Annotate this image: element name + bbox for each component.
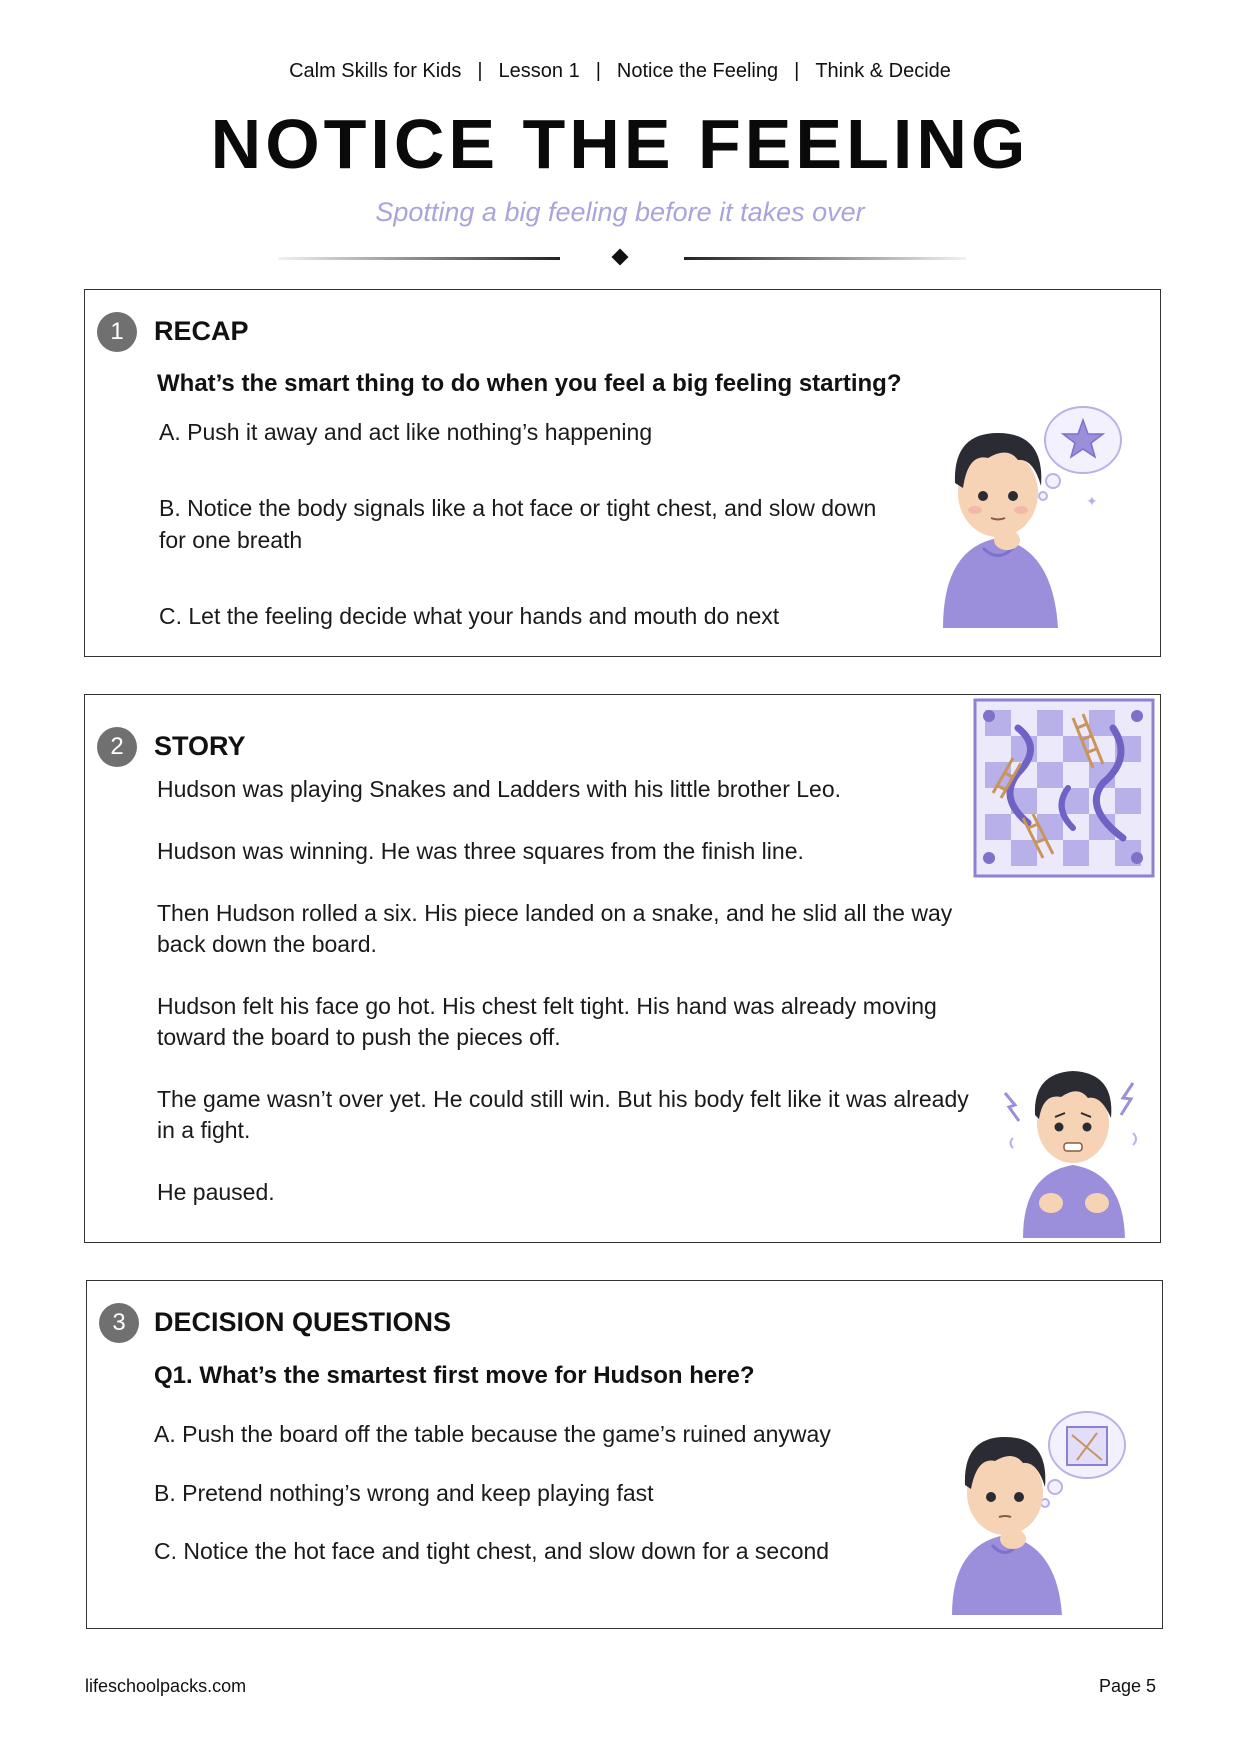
story-text	[157, 774, 987, 1239]
story-paragraph: Hudson was playing Snakes and Ladders with his little brother Leo.	[157, 776, 842, 802]
breadcrumb-separator: |	[794, 60, 800, 82]
story-paragraph: Then Hudson rolled a six. His piece landed on a snake, and he slid all the way back down the board.	[157, 900, 953, 957]
section-number-badge: 3	[99, 1303, 139, 1343]
section-number-badge: 1	[97, 312, 137, 352]
page-number: Page 5	[1098, 1676, 1156, 1696]
story-paragraph: He paused.	[157, 1179, 275, 1205]
thinking-boy-board-illustration	[937, 1405, 1137, 1615]
recap-option-a: A. Push it away and act like nothing’s happening	[159, 419, 653, 445]
breadcrumb-item: Calm Skills for Kids	[289, 60, 462, 82]
story-section	[84, 694, 1161, 1243]
breadcrumb-item: Think & Decide	[815, 60, 951, 82]
story-paragraph: Hudson was winning. He was three squares from the finish line.	[157, 838, 804, 864]
decision-option-a: A. Push the board off the table because the game’s ruined anyway	[154, 1421, 831, 1447]
recap-option-b: B. Notice the body signals like a hot face or tight chest, and slow down for one breath	[159, 495, 877, 553]
lightning-icon	[1121, 1083, 1133, 1115]
section-title: DECISION QUESTIONS	[154, 1307, 452, 1337]
game-piece-icon	[983, 852, 995, 864]
story-paragraph: The game wasn’t over yet. He could still win. But his body felt like it was already in a fight.	[157, 1086, 969, 1143]
recap-section	[84, 289, 1161, 657]
breadcrumb-separator: |	[477, 60, 483, 82]
page-subtitle: Spotting a big feeling before it takes over	[375, 197, 865, 227]
recap-option-c: C. Let the feeling decide what your hands and mouth do next	[159, 603, 780, 629]
divider-line-left	[278, 257, 560, 260]
game-piece-icon	[1131, 852, 1143, 864]
lightning-icon	[1005, 1093, 1019, 1121]
breadcrumb-item: Lesson 1	[498, 60, 580, 82]
divider-line-right	[684, 257, 966, 260]
game-piece-icon	[1131, 710, 1143, 722]
divider-diamond-icon	[612, 249, 629, 266]
section-title: RECAP	[154, 316, 249, 346]
decision-option-b: B. Pretend nothing’s wrong and keep playing fast	[154, 1480, 654, 1506]
breadcrumb-separator: |	[595, 60, 601, 82]
stressed-boy-illustration	[993, 1053, 1153, 1238]
footer-site: lifeschoolpacks.com	[85, 1676, 247, 1696]
svg-text:✦: ✦	[1086, 494, 1098, 510]
story-paragraph: Hudson felt his face go hot. His chest felt tight. His hand was already moving toward the board to push the pieces off.	[157, 993, 937, 1050]
game-piece-icon	[983, 710, 995, 722]
decision-section	[86, 1280, 1163, 1629]
recap-question: What’s the smart thing to do when you feel a big feeling starting?	[157, 370, 902, 397]
snakes-and-ladders-board-illustration	[973, 698, 1155, 878]
decision-option-c: C. Notice the hot face and tight chest, and slow down for a second	[154, 1538, 830, 1564]
page-title: NOTICE THE FEELING	[210, 105, 1030, 183]
breadcrumb	[0, 60, 1240, 83]
section-number-badge: 2	[97, 727, 137, 767]
thinking-boy-illustration	[923, 398, 1143, 628]
decision-question: Q1. What’s the smartest first move for Hudson here?	[154, 1362, 755, 1389]
section-title: STORY	[154, 731, 246, 761]
breadcrumb-item: Notice the Feeling	[616, 60, 779, 82]
